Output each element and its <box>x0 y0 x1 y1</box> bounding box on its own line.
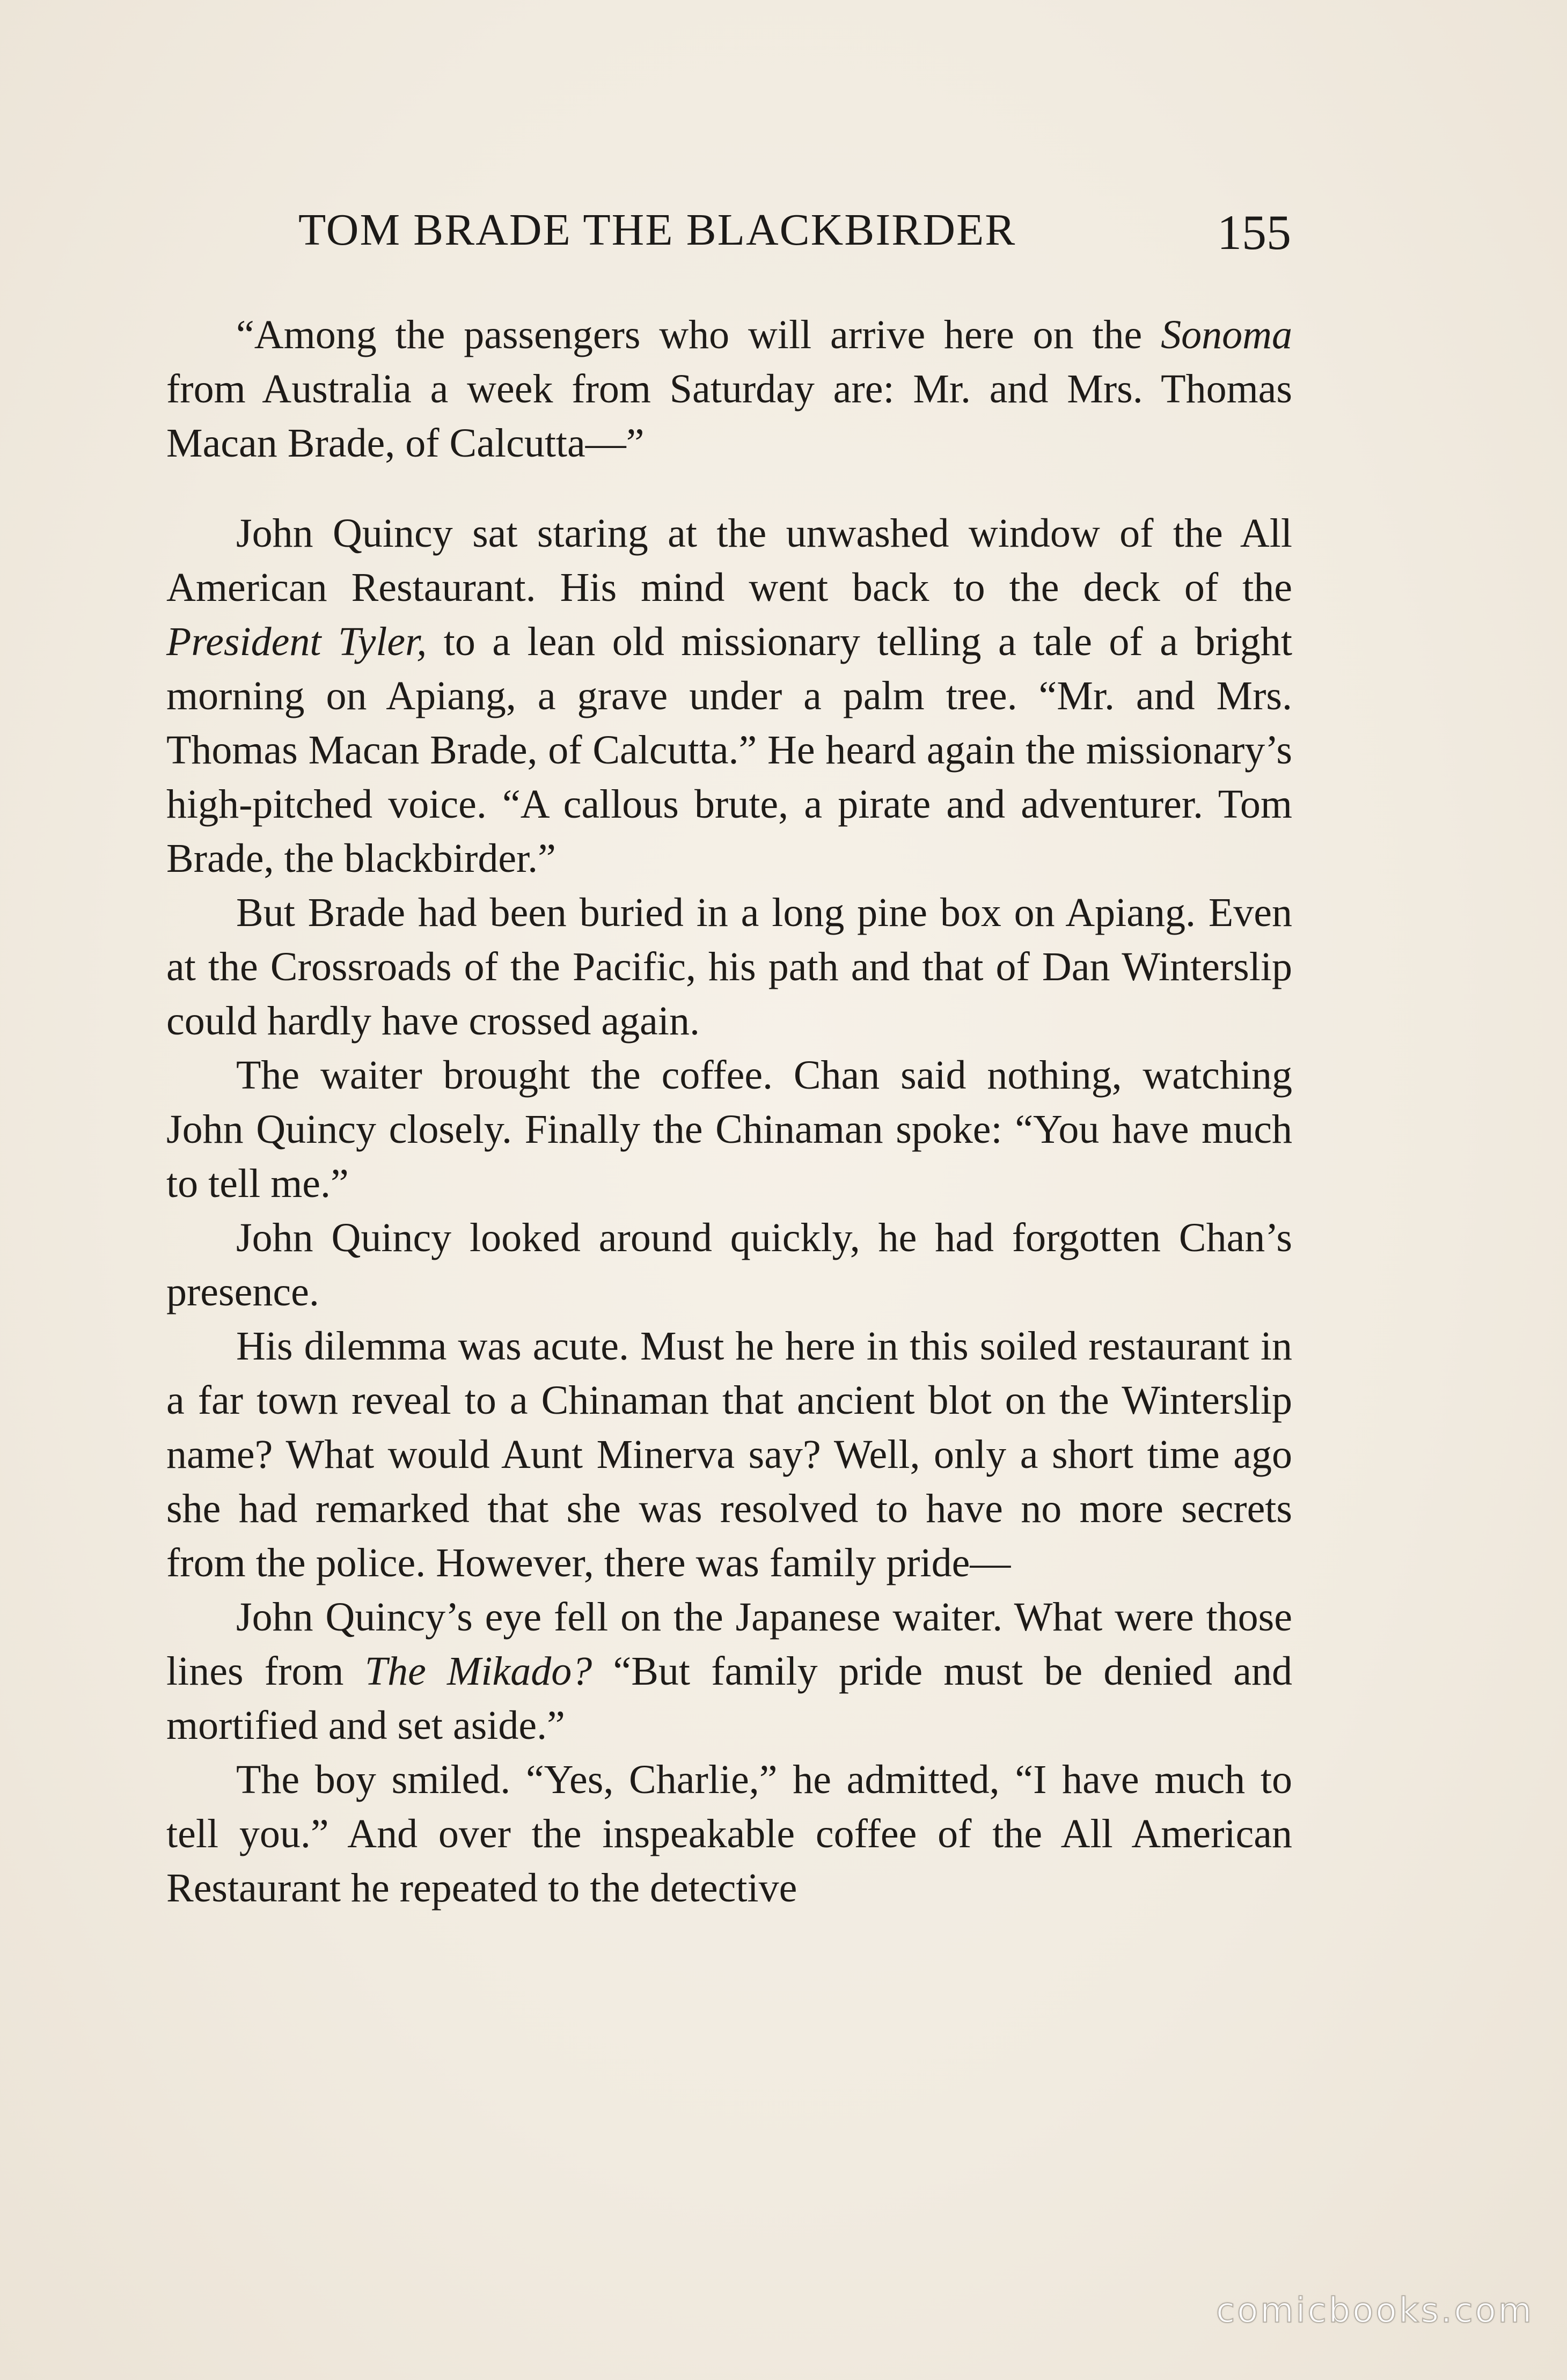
paragraph: John Quincy’s eye fell on the Japanese waiter. What were those lines from The Mikado? “But family pride must be denied and mortified and set aside.” <box>166 1595 1292 1748</box>
watermark-logo: comicbooks.com <box>1215 2291 1534 2331</box>
page-number: 155 <box>1217 205 1291 260</box>
paragraph: But Brade had been buried in a long pine box on Apiang. Even at the Crossroads of the Pacific, his path and that of Dan Winterslip could hardly have crossed again. <box>166 890 1292 1044</box>
paragraph: His dilemma was acute. Must he here in this soiled restaurant in a far town reveal to a Chinaman that ancient blot on the Winterslip name? What would Aunt Minerva say? Well, only a short time ago she had remarked that she was resolved to have no more secrets from the police. However, there was family pride— <box>166 1324 1292 1585</box>
body-text <box>166 308 1292 1915</box>
running-title: TOM BRADE THE BLACKBIRDER <box>298 205 1016 255</box>
paragraph: The boy smiled. “Yes, Charlie,” he admitted, “I have much to tell you.” And over the inspeakable coffee of the All American Restaurant he repeated to the detective <box>166 1757 1292 1911</box>
paragraph: The waiter brought the coffee. Chan said nothing, watching John Quincy closely. Finally the Chinaman spoke: “You have much to tell me.” <box>166 1053 1292 1206</box>
paragraph: John Quincy looked around quickly, he had forgotten Chan’s presence. <box>166 1215 1292 1314</box>
paragraph: John Quincy sat staring at the unwashed window of the All American Restaurant. His mind went back to the deck of the President Tyler, to a lean old missionary telling a tale of a bright morning on Apiang, a grave under a palm tree. “Mr. and Mrs. Thomas Macan Brade, of Calcutta.” He heard again the missionary’s high-pitched voice. “A callous brute, a pirate and adventurer. Tom Brade, the blackbirder.” <box>166 511 1292 881</box>
paragraph: “Among the passengers who will arrive here on the Sonoma from Australia a week from Saturday are: Mr. and Mrs. Thomas Macan Brade, of Calcutta—” <box>166 312 1292 466</box>
running-head <box>298 204 1291 263</box>
